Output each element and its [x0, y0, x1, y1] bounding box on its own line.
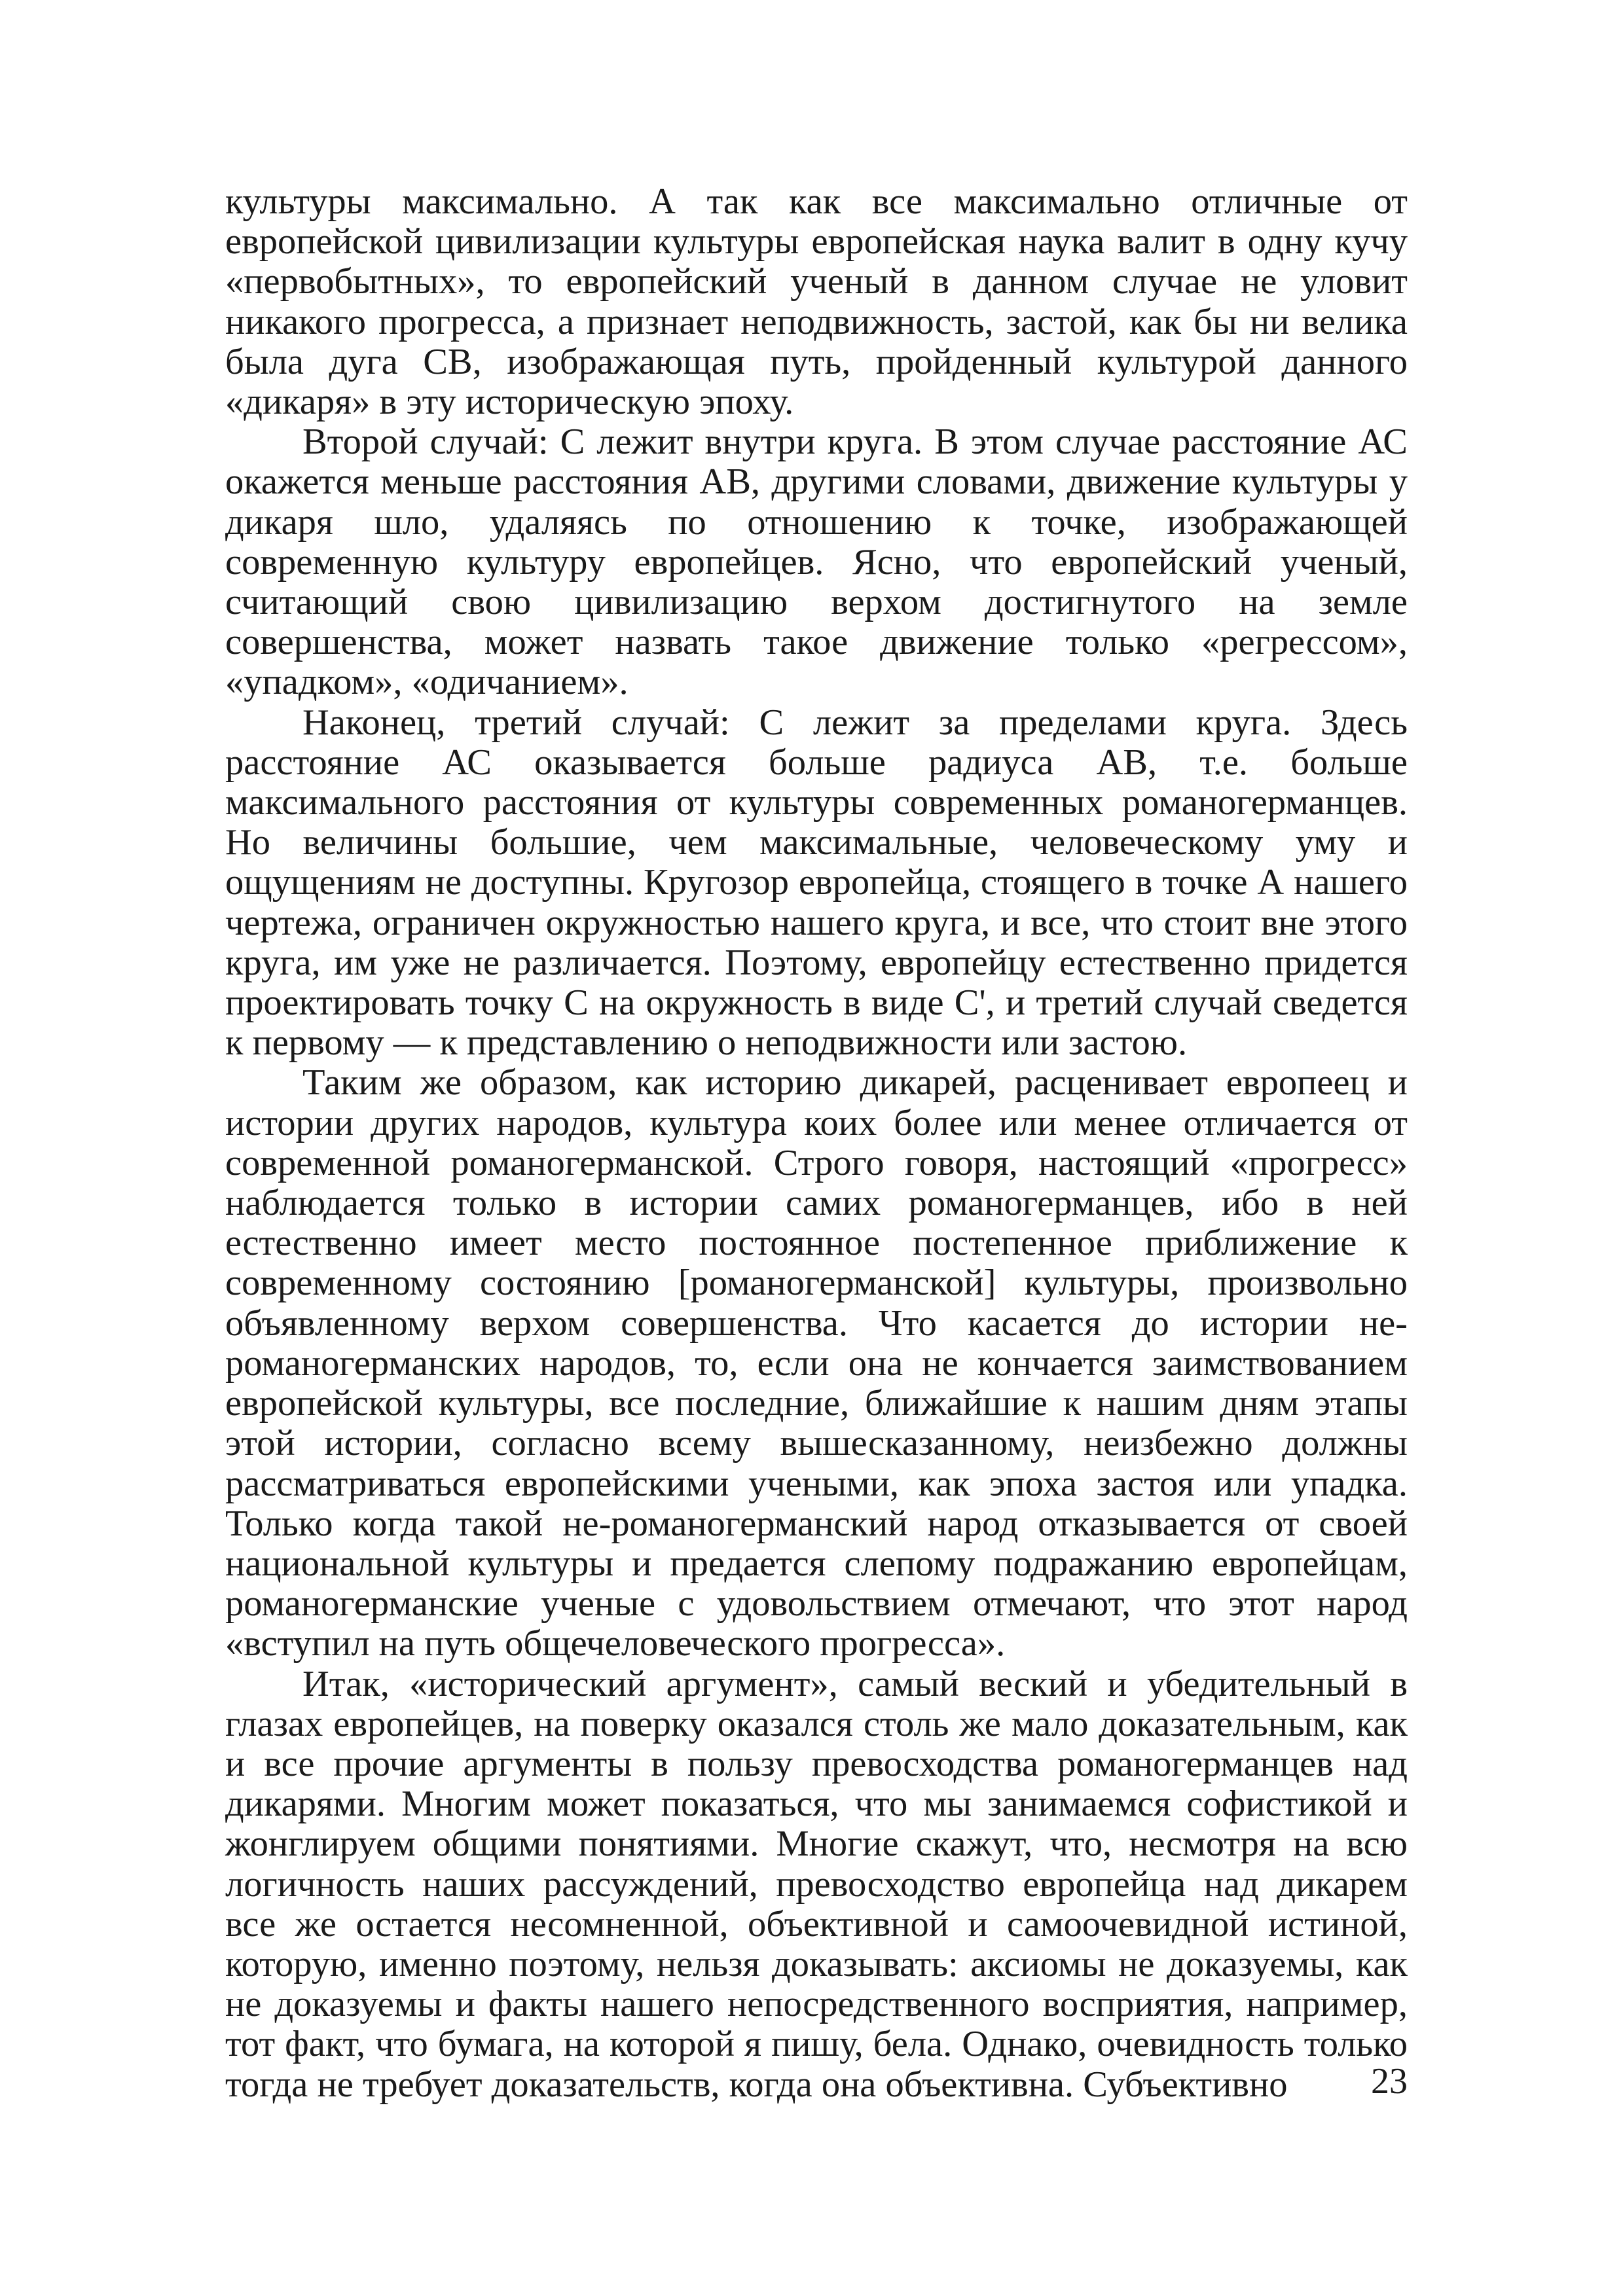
- paragraph-1: культуры максимально. А так как все максимально отличные от европейской цивилизации культуры европейская наука валит в одну кучу «первобытных», то европейский ученый в данном случае не уловит никакого прогресса, а признает неподвижность, застой, как бы ни велика была дуга СВ, изображающая путь, пройденный культурой данного «дикаря» в эту историческую эпоху.: [225, 181, 1408, 423]
- paragraph-2: Второй случай: С лежит внутри круга. В этом случае расстояние АС окажется меньше расстояния АВ, другими словами, движение культуры у дикаря шло, удаляясь по отношению к точке, изображающей современную культуру европейцев. Ясно, что европейский ученый, считающий свою цивилизацию верхом достигнутого на земле совершенства, может назвать такое движение только «регрессом», «упадком», «одичанием».: [225, 422, 1408, 703]
- paragraph-3: Наконец, третий случай: С лежит за пределами круга. Здесь расстояние АС оказывается больше радиуса АВ, т.е. больше максимального расстояния от культуры современных романогерманцев. Но величины большие, чем максимальные, человеческому уму и ощущениям не доступны. Кругозор европейца, стоящего в точке А нашего чертежа, ограничен окружностью нашего круга, и все, что стоит вне этого круга, им уже не различается. Поэтому, европейцу естественно придется проектировать точку С на окружность в виде С', и третий случай сведется к первому — к представлению о неподвижности или застою.: [225, 702, 1408, 1064]
- paragraph-5: Итак, «исторический аргумент», самый веский и убедительный в глазах европейцев, на поверку оказался столь же мало доказательным, как и все прочие аргументы в пользу превосходства романогерманцев над дикарями. Многим может показаться, что мы занимаемся софистикой и жонглируем общими понятиями. Многие скажут, что, несмотря на всю логичность наших рассуждений, превосходство европейца над дикарем все же остается несомненной, объективной и самоочевидной истиной, которую, именно поэтому, нельзя доказывать: аксиомы не доказуемы, как не доказуемы и факты нашего непосредственного восприятия, например, тот факт, что бумага, на которой я пишу, бела. Однако, очевидность только тогда не требует доказательств, когда она объективна. Субъективно: [225, 1663, 1408, 2105]
- body-text: [225, 182, 1408, 2105]
- paragraph-4: Таким же образом, как историю дикарей, расценивает европеец и истории других народов, культура коих более или менее отличается от современной романогерманской. Строго говоря, настоящий «прогресс» наблюдается только в истории самих романогерманцев, ибо в ней естественно имеет место постоянное постепенное приближение к современному состоянию [романогерманской] культуры, произвольно объявленному верхом совершенства. Что касается до истории не-романогерманских народов, то, если она не кончается заимствованием европейской культуры, все последние, ближайшие к нашим дням этапы этой истории, согласно всему вышесказанному, неизбежно должны рассматриваться европейскими учеными, как эпоха застоя или упадка. Только когда такой не-романогерманский народ отказывается от своей национальной культуры и предается слепому подражанию европейцам, романогерманские ученые с удовольствием отмечают, что этот народ «вступил на путь общечеловеческого прогресса».: [225, 1062, 1408, 1664]
- page-number: 23: [1371, 2061, 1408, 2102]
